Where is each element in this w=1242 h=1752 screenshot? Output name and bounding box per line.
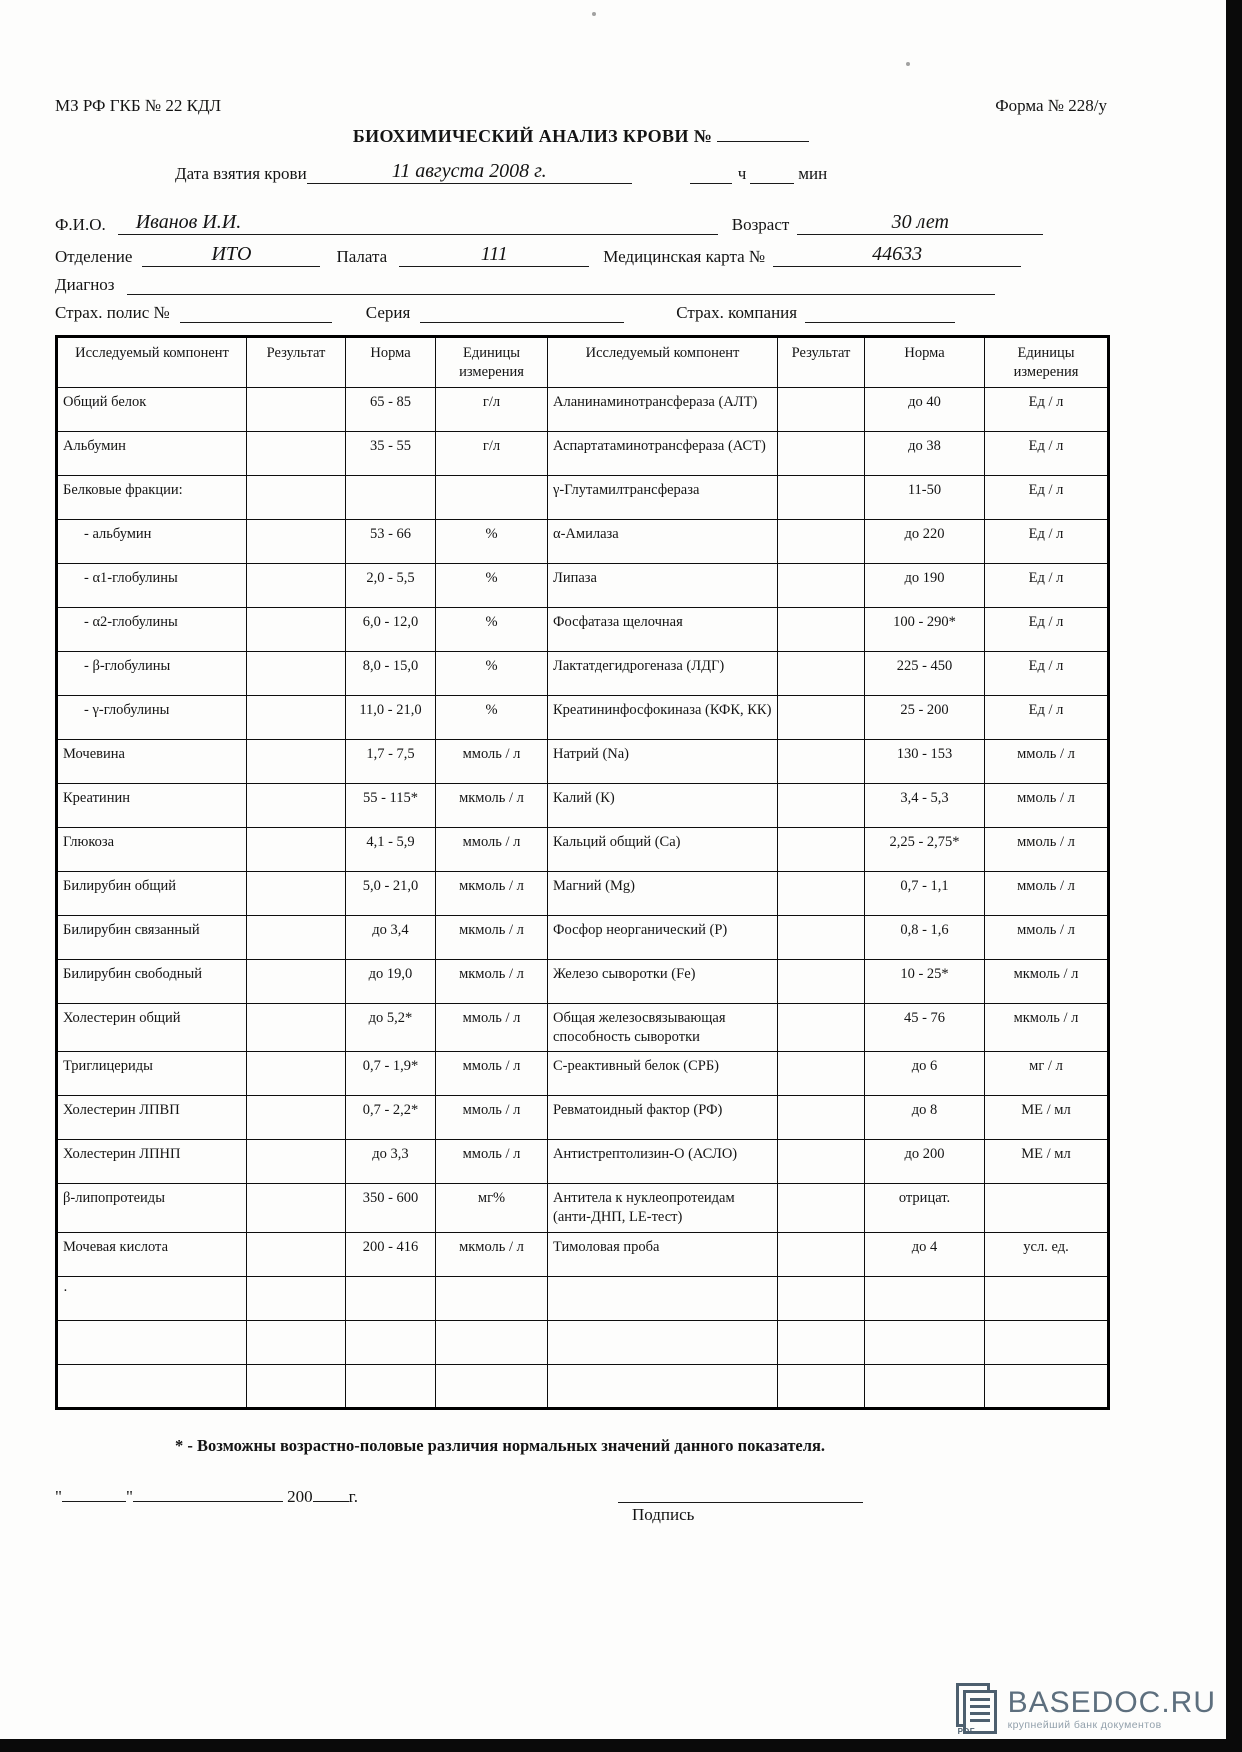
- results-table: [55, 335, 1110, 1410]
- units-cell: мкмоль / л: [985, 1003, 1109, 1052]
- header-component-left: Исследуемый компонент: [57, 337, 247, 388]
- component-cell: Ревматоидный фактор (РФ): [548, 1096, 778, 1140]
- component-cell: - альбумин: [57, 519, 247, 563]
- units-cell: ммоль / л: [985, 915, 1109, 959]
- component-cell: Белковые фракции:: [57, 475, 247, 519]
- footnote: * - Возможны возрастно-половые различия нормальных значений данного показателя.: [175, 1436, 826, 1456]
- header-norm-right: Норма: [865, 337, 985, 388]
- norm-cell: 65 - 85: [346, 387, 436, 431]
- component-cell: [548, 1365, 778, 1409]
- component-cell: β-липопротеиды: [57, 1184, 247, 1233]
- result-cell: [247, 1140, 346, 1184]
- result-cell: [778, 563, 865, 607]
- component-cell: Общий белок: [57, 387, 247, 431]
- table-header-row: [57, 337, 1109, 388]
- norm-cell: 350 - 600: [346, 1184, 436, 1233]
- units-cell: мкмоль / л: [985, 959, 1109, 1003]
- norm-cell: до 19,0: [346, 959, 436, 1003]
- units-cell: [985, 1365, 1109, 1409]
- norm-cell: 225 - 450: [865, 651, 985, 695]
- component-cell: Лактатдегидрогеназа (ЛДГ): [548, 651, 778, 695]
- component-cell: С-реактивный белок (СРБ): [548, 1052, 778, 1096]
- component-cell: - α2-глобулины: [57, 607, 247, 651]
- component-cell: Магний (Mg): [548, 871, 778, 915]
- form-title: БИОХИМИЧЕСКИЙ АНАЛИЗ КРОВИ №: [55, 124, 1107, 147]
- units-cell: [436, 1365, 548, 1409]
- minutes-blank: [750, 168, 794, 184]
- table-row: [57, 695, 1109, 739]
- diagnosis-blank: [127, 277, 995, 295]
- result-cell: [247, 1096, 346, 1140]
- units-cell: Ед / л: [985, 475, 1109, 519]
- result-cell: [778, 915, 865, 959]
- result-cell: [247, 607, 346, 651]
- result-cell: [247, 431, 346, 475]
- result-cell: [778, 1233, 865, 1277]
- units-cell: ммоль / л: [436, 827, 548, 871]
- norm-cell: [865, 1321, 985, 1365]
- scan-edge-right: [1226, 0, 1242, 1752]
- units-cell: Ед / л: [985, 651, 1109, 695]
- day-blank: [62, 1486, 126, 1502]
- table-row: [57, 915, 1109, 959]
- minutes-label: мин: [798, 164, 828, 183]
- component-cell: Натрий (Na): [548, 739, 778, 783]
- result-cell: [778, 1052, 865, 1096]
- component-cell: Альбумин: [57, 431, 247, 475]
- result-cell: [247, 519, 346, 563]
- result-cell: [247, 959, 346, 1003]
- bottom-row: [55, 1486, 955, 1525]
- norm-cell: 11-50: [865, 475, 985, 519]
- fio-value: Иванов И.И.: [118, 212, 718, 235]
- series-label: Серия: [365, 303, 411, 322]
- date-value: 11 августа 2008 г.: [307, 161, 632, 184]
- units-cell: [436, 475, 548, 519]
- table-row: [57, 739, 1109, 783]
- basedoc-watermark: [956, 1683, 1216, 1735]
- component-cell: Глюкоза: [57, 827, 247, 871]
- header-units-left: Единицы измерения: [436, 337, 548, 388]
- signature-block: [618, 1502, 863, 1525]
- result-cell: [778, 871, 865, 915]
- units-cell: ммоль / л: [985, 783, 1109, 827]
- norm-cell: 8,0 - 15,0: [346, 651, 436, 695]
- norm-cell: до 8: [865, 1096, 985, 1140]
- norm-cell: 2,25 - 2,75*: [865, 827, 985, 871]
- component-cell: Билирубин общий: [57, 871, 247, 915]
- header-result-right: Результат: [778, 337, 865, 388]
- table-row: [57, 387, 1109, 431]
- norm-cell: 0,7 - 1,1: [865, 871, 985, 915]
- units-cell: [985, 1321, 1109, 1365]
- norm-cell: 5,0 - 21,0: [346, 871, 436, 915]
- table-row: [57, 1003, 1109, 1052]
- series-blank: [420, 306, 624, 323]
- table-row: [57, 1277, 1109, 1321]
- table-row: [57, 607, 1109, 651]
- result-cell: [247, 915, 346, 959]
- component-cell: [548, 1277, 778, 1321]
- units-cell: мг / л: [985, 1052, 1109, 1096]
- units-cell: мкмоль / л: [436, 959, 548, 1003]
- table-row: [57, 827, 1109, 871]
- component-cell: Креатинин: [57, 783, 247, 827]
- scan-edge-bottom: [0, 1739, 1242, 1752]
- norm-cell: до 220: [865, 519, 985, 563]
- date-label: Дата взятия крови: [175, 164, 307, 183]
- component-cell: Билирубин связанный: [57, 915, 247, 959]
- scan-speck: [592, 12, 596, 16]
- result-cell: [778, 651, 865, 695]
- diagnosis-row: [55, 275, 1107, 295]
- norm-cell: 4,1 - 5,9: [346, 827, 436, 871]
- units-cell: %: [436, 563, 548, 607]
- component-cell: Билирубин свободный: [57, 959, 247, 1003]
- units-cell: г/л: [436, 431, 548, 475]
- norm-cell: 10 - 25*: [865, 959, 985, 1003]
- component-cell: - β-глобулины: [57, 651, 247, 695]
- table-row: [57, 783, 1109, 827]
- result-cell: [247, 783, 346, 827]
- units-cell: ммоль / л: [436, 1096, 548, 1140]
- units-cell: %: [436, 651, 548, 695]
- result-cell: [778, 1096, 865, 1140]
- units-cell: усл. ед.: [985, 1233, 1109, 1277]
- units-cell: мг%: [436, 1184, 548, 1233]
- norm-cell: 25 - 200: [865, 695, 985, 739]
- units-cell: ммоль / л: [985, 871, 1109, 915]
- units-cell: Ед / л: [985, 387, 1109, 431]
- component-cell: Аспартатаминотрансфераза (АСТ): [548, 431, 778, 475]
- table-row: [57, 959, 1109, 1003]
- insurance-row: [55, 303, 1107, 323]
- component-cell: Холестерин ЛПВП: [57, 1096, 247, 1140]
- units-cell: МЕ / мл: [985, 1140, 1109, 1184]
- result-cell: [247, 1365, 346, 1409]
- result-cell: [247, 739, 346, 783]
- component-cell: Калий (К): [548, 783, 778, 827]
- units-cell: МЕ / мл: [985, 1096, 1109, 1140]
- result-cell: [778, 739, 865, 783]
- org-header: МЗ РФ ГКБ № 22 КДЛ: [55, 96, 222, 115]
- header-component-right: Исследуемый компонент: [548, 337, 778, 388]
- component-cell: [57, 1321, 247, 1365]
- norm-cell: [346, 1365, 436, 1409]
- month-blank: [133, 1486, 283, 1502]
- result-cell: [247, 695, 346, 739]
- fill-date-line: " " 200 г.: [55, 1487, 358, 1507]
- units-cell: ммоль / л: [436, 1140, 548, 1184]
- result-cell: [778, 959, 865, 1003]
- department-value: ИТО: [142, 244, 320, 267]
- norm-cell: 53 - 66: [346, 519, 436, 563]
- blood-draw-date-row: [55, 161, 987, 184]
- component-cell: Общая железосвязывающая способность сыворотки: [548, 1003, 778, 1052]
- norm-cell: [865, 1277, 985, 1321]
- norm-cell: 55 - 115*: [346, 783, 436, 827]
- norm-cell: до 6: [865, 1052, 985, 1096]
- table-row: [57, 431, 1109, 475]
- units-cell: Ед / л: [985, 607, 1109, 651]
- result-cell: [247, 651, 346, 695]
- table-row: [57, 1321, 1109, 1365]
- result-cell: [778, 1003, 865, 1052]
- norm-cell: до 190: [865, 563, 985, 607]
- header-norm-left: Норма: [346, 337, 436, 388]
- year-blank: [313, 1486, 349, 1502]
- component-cell: Холестерин общий: [57, 1003, 247, 1052]
- result-cell: [247, 1184, 346, 1233]
- department-label: Отделение: [55, 247, 133, 266]
- norm-cell: 3,4 - 5,3: [865, 783, 985, 827]
- norm-cell: отрицат.: [865, 1184, 985, 1233]
- result-cell: [247, 1277, 346, 1321]
- units-cell: %: [436, 607, 548, 651]
- component-cell: Мочевина: [57, 739, 247, 783]
- result-cell: [778, 827, 865, 871]
- norm-cell: 45 - 76: [865, 1003, 985, 1052]
- table-row: [57, 871, 1109, 915]
- units-cell: [985, 1277, 1109, 1321]
- table-row: [57, 1365, 1109, 1409]
- norm-cell: [346, 475, 436, 519]
- units-cell: [436, 1321, 548, 1365]
- component-cell: Железо сыворотки (Fe): [548, 959, 778, 1003]
- med-card-label: Медицинская карта №: [603, 247, 766, 266]
- norm-cell: 0,7 - 2,2*: [346, 1096, 436, 1140]
- result-cell: [247, 871, 346, 915]
- department-row: [55, 244, 1107, 267]
- result-cell: [778, 1277, 865, 1321]
- component-cell: Триглицериды: [57, 1052, 247, 1096]
- component-cell: [57, 1365, 247, 1409]
- result-cell: [778, 1321, 865, 1365]
- table-row: [57, 475, 1109, 519]
- norm-cell: до 38: [865, 431, 985, 475]
- pdf-icon-label: PDF: [957, 1727, 976, 1736]
- result-cell: [247, 563, 346, 607]
- header-result-left: Результат: [247, 337, 346, 388]
- norm-cell: 0,8 - 1,6: [865, 915, 985, 959]
- age-value: 30 лет: [797, 212, 1043, 235]
- component-cell: Тимоловая проба: [548, 1233, 778, 1277]
- result-cell: [778, 607, 865, 651]
- watermark-brand: BASEDOC.RU: [1007, 1685, 1216, 1719]
- units-cell: ммоль / л: [436, 739, 548, 783]
- analysis-number-blank: [717, 124, 809, 142]
- watermark-tagline: крупнейший банк документов: [1007, 1718, 1162, 1731]
- component-cell: Аланинаминотрансфераза (АЛТ): [548, 387, 778, 431]
- norm-cell: 100 - 290*: [865, 607, 985, 651]
- units-cell: ммоль / л: [436, 1003, 548, 1052]
- component-cell: [548, 1321, 778, 1365]
- norm-cell: 35 - 55: [346, 431, 436, 475]
- units-cell: Ед / л: [985, 563, 1109, 607]
- component-cell: γ-Глутамилтрансфераза: [548, 475, 778, 519]
- table-row: [57, 1184, 1109, 1233]
- ward-value: 111: [399, 244, 589, 267]
- result-cell: [247, 475, 346, 519]
- policy-label: Страх. полис №: [55, 303, 170, 322]
- table-row: [57, 563, 1109, 607]
- component-cell: Антистрептолизин-О (АСЛО): [548, 1140, 778, 1184]
- norm-cell: 200 - 416: [346, 1233, 436, 1277]
- component-cell: Липаза: [548, 563, 778, 607]
- result-cell: [778, 431, 865, 475]
- table-row: [57, 1140, 1109, 1184]
- component-cell: α-Амилаза: [548, 519, 778, 563]
- component-cell: Холестерин ЛПНП: [57, 1140, 247, 1184]
- norm-cell: 11,0 - 21,0: [346, 695, 436, 739]
- component-cell: - α1-глобулины: [57, 563, 247, 607]
- result-cell: [778, 1184, 865, 1233]
- norm-cell: 1,7 - 7,5: [346, 739, 436, 783]
- norm-cell: 130 - 153: [865, 739, 985, 783]
- hours-label: ч: [737, 164, 747, 183]
- units-cell: ммоль / л: [985, 827, 1109, 871]
- result-cell: [247, 1052, 346, 1096]
- result-cell: [778, 475, 865, 519]
- component-cell: ·: [57, 1277, 247, 1321]
- norm-cell: [346, 1277, 436, 1321]
- result-cell: [247, 827, 346, 871]
- units-cell: Ед / л: [985, 431, 1109, 475]
- norm-cell: [346, 1321, 436, 1365]
- component-cell: Фосфор неорганический (Р): [548, 915, 778, 959]
- norm-cell: до 5,2*: [346, 1003, 436, 1052]
- policy-blank: [180, 306, 332, 323]
- units-cell: %: [436, 519, 548, 563]
- result-cell: [247, 1321, 346, 1365]
- units-cell: мкмоль / л: [436, 915, 548, 959]
- fio-label: Ф.И.О.: [55, 215, 106, 234]
- norm-cell: до 3,3: [346, 1140, 436, 1184]
- units-cell: [436, 1277, 548, 1321]
- component-cell: Антитела к нуклеопротеидам (анти-ДНП, LE-тест): [548, 1184, 778, 1233]
- component-cell: - γ-глобулины: [57, 695, 247, 739]
- result-cell: [778, 1365, 865, 1409]
- result-cell: [247, 387, 346, 431]
- scan-speck: [906, 62, 910, 66]
- med-card-value: 44633: [773, 244, 1021, 267]
- norm-cell: 2,0 - 5,5: [346, 563, 436, 607]
- table-row: [57, 1233, 1109, 1277]
- units-cell: ммоль / л: [985, 739, 1109, 783]
- units-cell: мкмоль / л: [436, 1233, 548, 1277]
- table-row: [57, 1052, 1109, 1096]
- norm-cell: до 200: [865, 1140, 985, 1184]
- units-cell: ммоль / л: [436, 1052, 548, 1096]
- company-blank: [805, 306, 955, 323]
- norm-cell: до 4: [865, 1233, 985, 1277]
- component-cell: Мочевая кислота: [57, 1233, 247, 1277]
- age-label: Возраст: [731, 215, 790, 234]
- norm-cell: до 3,4: [346, 915, 436, 959]
- units-cell: [985, 1184, 1109, 1233]
- company-label: Страх. компания: [676, 303, 798, 322]
- component-cell: Креатининфосфокиназа (КФК, КК): [548, 695, 778, 739]
- result-cell: [778, 783, 865, 827]
- norm-cell: [865, 1365, 985, 1409]
- component-cell: Кальций общий (Са): [548, 827, 778, 871]
- units-cell: Ед / л: [985, 519, 1109, 563]
- patient-name-row: [55, 212, 1107, 235]
- units-cell: Ед / л: [985, 695, 1109, 739]
- units-cell: г/л: [436, 387, 548, 431]
- result-cell: [778, 695, 865, 739]
- table-row: [57, 1096, 1109, 1140]
- norm-cell: до 40: [865, 387, 985, 431]
- results-table-body: [57, 387, 1109, 1408]
- document-stack-icon: [956, 1683, 1000, 1735]
- table-row: [57, 519, 1109, 563]
- result-cell: [247, 1233, 346, 1277]
- hours-blank: [690, 168, 732, 184]
- norm-cell: 0,7 - 1,9*: [346, 1052, 436, 1096]
- result-cell: [247, 1003, 346, 1052]
- units-cell: мкмоль / л: [436, 871, 548, 915]
- norm-cell: 6,0 - 12,0: [346, 607, 436, 651]
- table-row: [57, 651, 1109, 695]
- units-cell: мкмоль / л: [436, 783, 548, 827]
- header-units-right: Единицы измерения: [985, 337, 1109, 388]
- ward-label: Палата: [336, 247, 388, 266]
- component-cell: Фосфатаза щелочная: [548, 607, 778, 651]
- result-cell: [778, 519, 865, 563]
- form-number: Форма № 228/у: [995, 96, 1107, 115]
- units-cell: %: [436, 695, 548, 739]
- result-cell: [778, 387, 865, 431]
- diagnosis-label: Диагноз: [55, 275, 115, 294]
- result-cell: [778, 1140, 865, 1184]
- signature-label: Подпись: [631, 1505, 695, 1525]
